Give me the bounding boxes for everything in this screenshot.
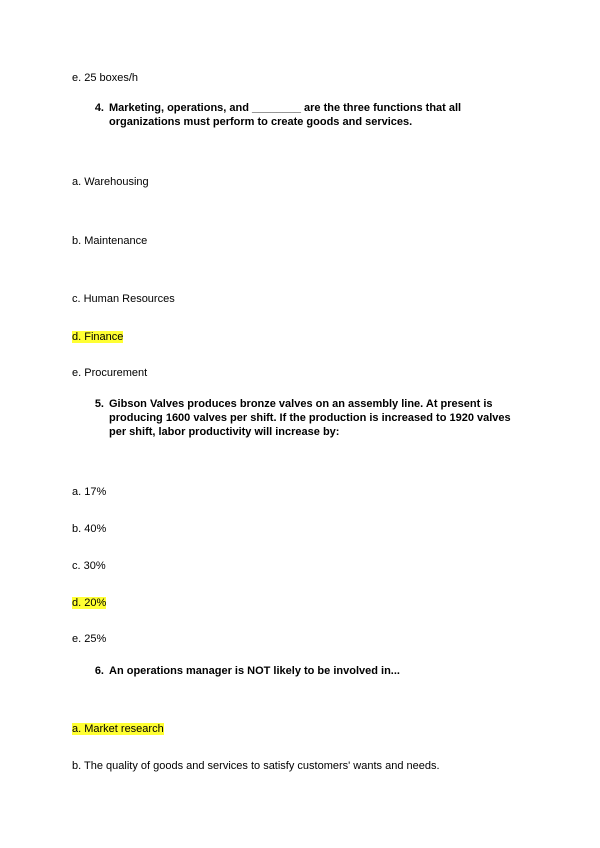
question-text: Marketing, operations, and ________ are the three functions that all organizations must perform to create goods and services. <box>109 102 462 128</box>
question-text: An operations manager is NOT likely to be involved in... <box>109 665 400 677</box>
question-4 <box>90 101 520 129</box>
answer-option: b. 40% <box>72 523 107 535</box>
answer-option: e. 25% <box>72 633 107 645</box>
answer-option: e. 25 boxes/h <box>72 72 139 84</box>
highlighted-answer: d. 20% <box>72 597 107 609</box>
answer-option-correct <box>72 331 123 344</box>
answer-option: a. 17% <box>72 486 107 498</box>
answer-option-correct <box>72 723 164 736</box>
question-number: 6. <box>94 665 104 677</box>
answer-option: b. Maintenance <box>72 235 148 247</box>
question-6 <box>90 664 520 678</box>
question-5 <box>90 397 520 439</box>
answer-option: c. 30% <box>72 560 106 572</box>
answer-option: e. Procurement <box>72 367 148 379</box>
question-text: Gibson Valves produces bronze valves on an assembly line. At present is producing 1600 valves per shift. If the production is increased to 1920 valves per shift, labor productivity will increase by: <box>109 398 511 438</box>
answer-option: c. Human Resources <box>72 293 175 305</box>
question-number: 4. <box>94 102 104 114</box>
highlighted-answer: a. Market research <box>72 723 164 735</box>
question-number: 5. <box>94 398 104 410</box>
highlighted-answer: d. Finance <box>72 331 124 343</box>
answer-option: a. Warehousing <box>72 176 149 188</box>
answer-option-correct <box>72 597 106 610</box>
answer-option: b. The quality of goods and services to satisfy customers' wants and needs. <box>72 760 440 772</box>
